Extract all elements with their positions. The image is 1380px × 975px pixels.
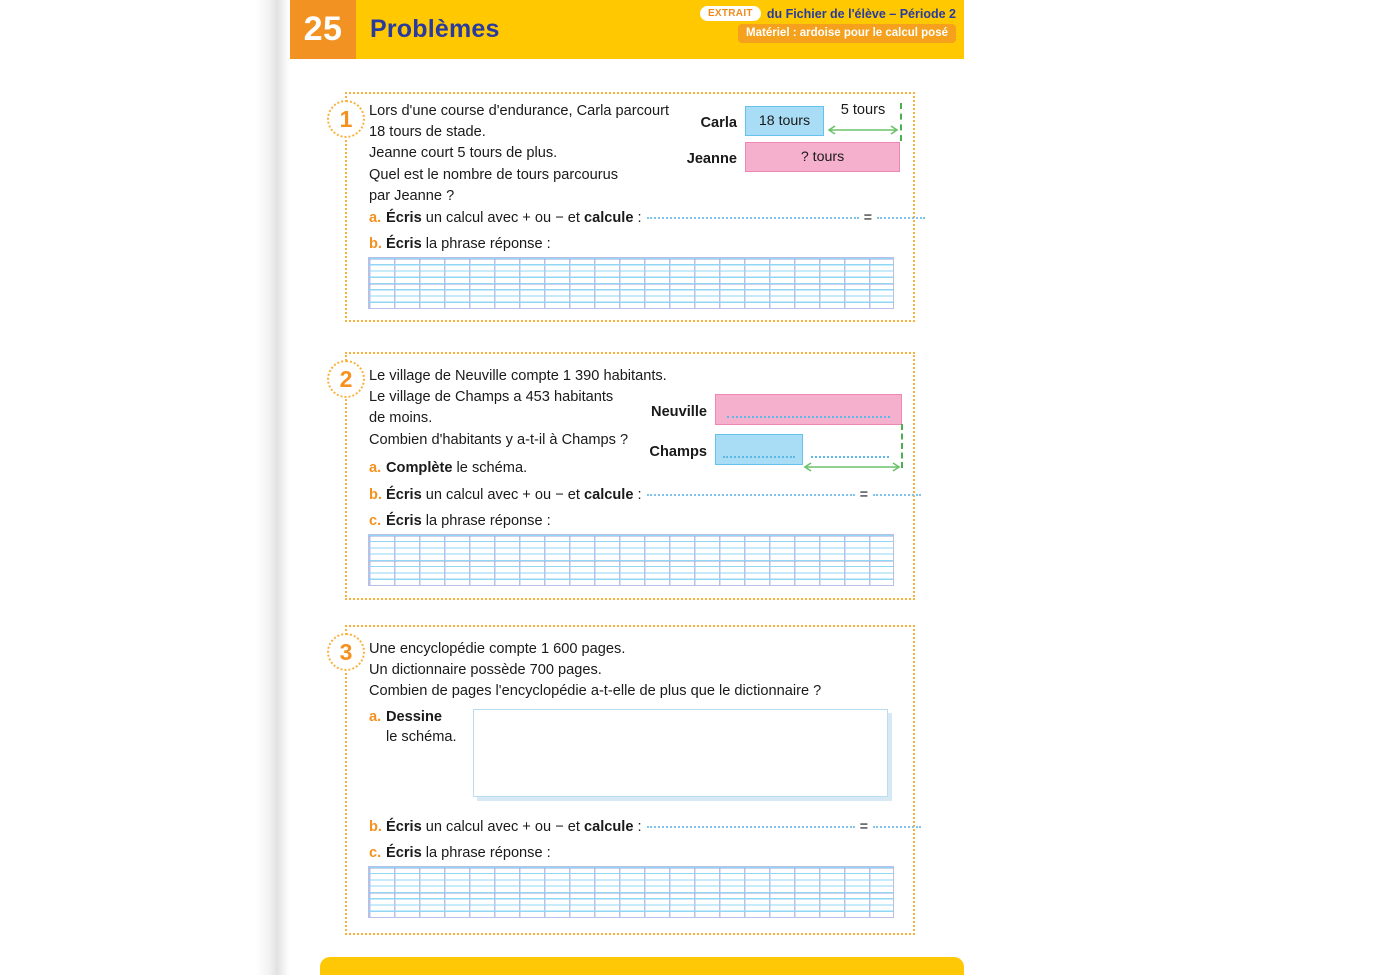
- extrait-pill: EXTRAIT: [700, 6, 761, 21]
- statement-line: Quel est le nombre de tours parcourus: [369, 166, 619, 183]
- question-letter: b.: [369, 819, 382, 835]
- bar-label-champs: Champs: [649, 444, 707, 460]
- question-verb: Écris: [386, 513, 422, 529]
- result-answer-line[interactable]: [873, 826, 921, 828]
- exercise-1-question-b: [369, 236, 551, 252]
- footer-yellow-bar: [320, 957, 964, 975]
- exercise-3-answer-grid[interactable]: [368, 866, 894, 918]
- exercise-1: [339, 92, 915, 322]
- question-letter: a.: [369, 210, 382, 226]
- equals-sign: =: [859, 819, 869, 835]
- exercise-1-number: 1: [327, 100, 365, 138]
- source-badge-row: [700, 6, 956, 21]
- header-badge-group: [656, 6, 956, 43]
- result-answer-line[interactable]: [873, 494, 921, 496]
- question-letter: a.: [369, 709, 382, 725]
- page-number-badge: 25: [290, 0, 356, 59]
- question-verb: Écris: [386, 210, 422, 226]
- exercise-1-answer-grid[interactable]: [368, 257, 894, 309]
- question-mid: la phrase réponse :: [421, 236, 551, 252]
- bar-neuville[interactable]: [715, 394, 902, 425]
- question-letter: a.: [369, 460, 382, 476]
- question-mid: le schéma.: [386, 729, 457, 745]
- exercise-2-question-c: [369, 513, 551, 529]
- question-colon: :: [633, 487, 642, 503]
- question-mid: la phrase réponse :: [421, 513, 551, 529]
- question-verb: Complète: [386, 460, 453, 476]
- exercise-2-number: 2: [327, 360, 365, 398]
- bar-neuville-fill-line[interactable]: [727, 416, 890, 418]
- bar-label-carla: Carla: [700, 115, 737, 131]
- page-header: [290, 0, 964, 59]
- calc-answer-line[interactable]: [647, 494, 855, 496]
- statement-line: Le village de Neuville compte 1 390 habitants.: [369, 368, 667, 384]
- exercise-2-bar-model: [639, 386, 904, 476]
- calc-answer-line[interactable]: [647, 217, 859, 219]
- result-answer-line[interactable]: [877, 217, 925, 219]
- bar-label-jeanne: Jeanne: [686, 151, 737, 167]
- question-verb: Dessine: [386, 709, 442, 725]
- difference-fill-line[interactable]: [811, 456, 889, 458]
- exercise-1-statement: [369, 101, 669, 207]
- exercise-3-question-a: [369, 709, 442, 725]
- question-verb: Écris: [386, 845, 422, 861]
- question-verb: Écris: [386, 819, 422, 835]
- exercise-3-question-c: [369, 845, 551, 861]
- exercise-2-question-a: [369, 460, 527, 476]
- bar-carla: 18 tours: [745, 106, 824, 136]
- statement-line: Combien d'habitants y a-t-il à Champs ?: [369, 431, 629, 448]
- exercise-3-question-b: [369, 819, 926, 835]
- question-mid: un calcul avec + ou − et: [421, 210, 584, 226]
- statement-line: Combien de pages l'encyclopédie a-t-elle de plus que le dictionnaire ?: [369, 683, 822, 700]
- source-text: du Fichier de l'élève – Période 2: [766, 6, 956, 21]
- statement-line: par Jeanne ?: [369, 187, 455, 204]
- exercise-3-statement: [369, 639, 821, 703]
- question-verb2: calcule: [583, 487, 634, 503]
- statement-line: 18 tours de stade.: [369, 124, 486, 141]
- statement-line: de moins.: [369, 410, 433, 427]
- question-mid: un calcul avec + ou − et: [421, 487, 584, 503]
- question-verb2: calcule: [583, 819, 634, 835]
- exercise-2-question-b: [369, 487, 926, 503]
- equals-sign: =: [863, 210, 873, 226]
- exercise-3: [339, 625, 915, 935]
- bar-champs[interactable]: [715, 434, 803, 465]
- exercise-1-question-a: [369, 210, 930, 226]
- statement-line: Le village de Champs a 453 habitants: [369, 389, 614, 406]
- question-letter: c.: [369, 513, 382, 529]
- question-letter: b.: [369, 487, 382, 503]
- statement-line: Une encyclopédie compte 1 600 pages.: [369, 641, 626, 657]
- exercise-2: [339, 352, 915, 600]
- question-colon: :: [633, 819, 642, 835]
- page-title: Problèmes: [370, 15, 500, 43]
- statement-line: Lors d'une course d'endurance, Carla parcourt: [369, 103, 670, 119]
- exercise-3-drawing-box[interactable]: [473, 709, 888, 797]
- question-mid: un calcul avec + ou − et: [421, 819, 584, 835]
- question-verb: Écris: [386, 236, 422, 252]
- question-verb: Écris: [386, 487, 422, 503]
- segment-label-5-tours: 5 tours: [840, 102, 886, 118]
- double-arrow-difference: [801, 460, 903, 474]
- book-spine-shadow: [256, 0, 290, 975]
- bar-jeanne: ? tours: [745, 142, 900, 172]
- materiel-pill: Matériel : ardoise pour le calcul posé: [738, 24, 956, 43]
- question-colon: :: [633, 210, 642, 226]
- bar-champs-fill-line[interactable]: [723, 456, 795, 458]
- exercise-1-bar-model: [687, 98, 902, 178]
- exercise-2-statement: [369, 366, 667, 451]
- statement-line: Un dictionnaire possède 700 pages.: [369, 662, 602, 679]
- calc-answer-line[interactable]: [647, 826, 855, 828]
- exercise-3-number: 3: [327, 633, 365, 671]
- question-mid: le schéma.: [452, 460, 528, 476]
- double-arrow-5-tours: [825, 122, 901, 138]
- question-mid: la phrase réponse :: [421, 845, 551, 861]
- equals-sign: =: [859, 487, 869, 503]
- exercise-2-answer-grid[interactable]: [368, 534, 894, 586]
- exercise-3-question-a-line2: [386, 729, 457, 745]
- question-letter: b.: [369, 236, 382, 252]
- question-verb2: calcule: [583, 210, 634, 226]
- statement-line: Jeanne court 5 tours de plus.: [369, 145, 558, 162]
- question-letter: c.: [369, 845, 382, 861]
- bar-label-neuville: Neuville: [651, 404, 707, 420]
